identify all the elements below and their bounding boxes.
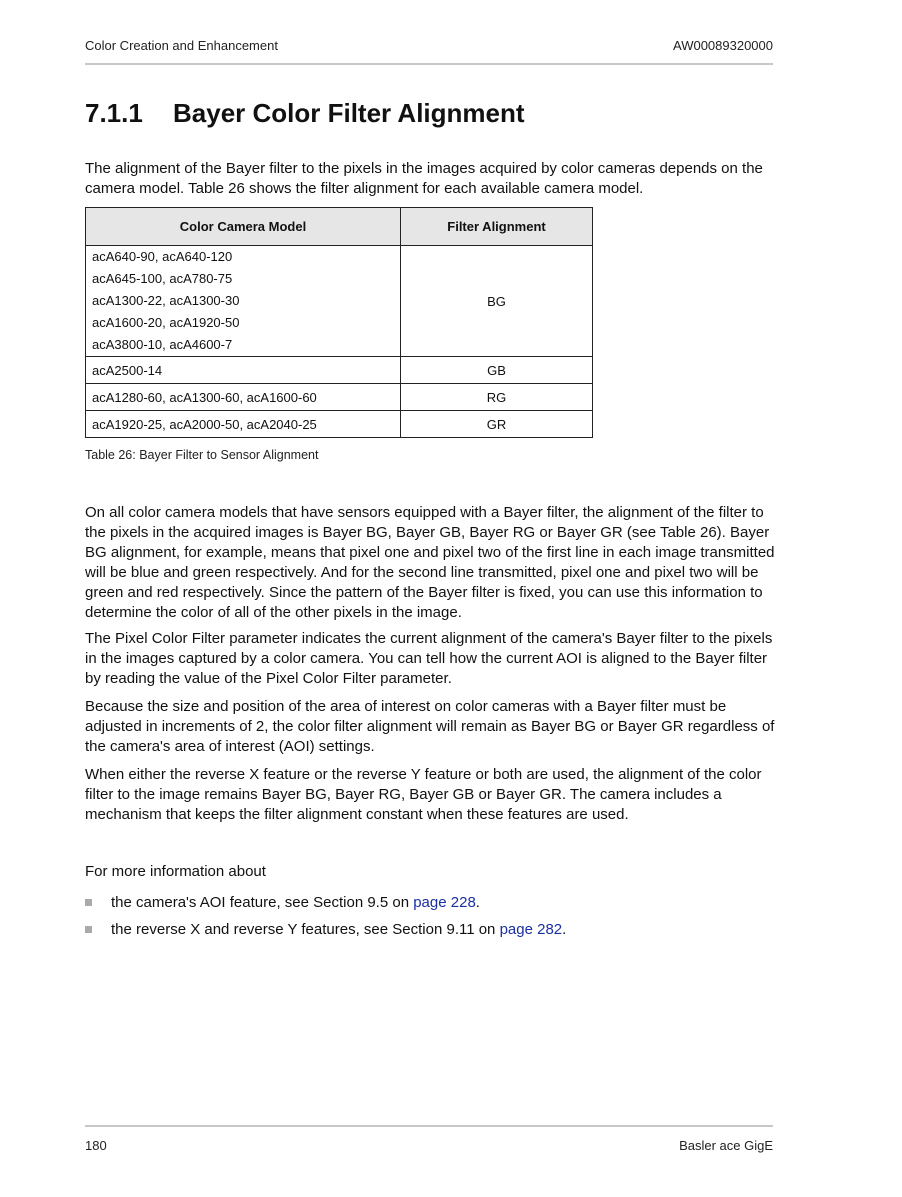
section-title: Bayer Color Filter Alignment <box>173 98 525 128</box>
section-heading <box>85 98 525 129</box>
page-number: 180 <box>85 1138 107 1153</box>
list-item <box>85 916 775 943</box>
footer-divider <box>85 1125 773 1127</box>
filter-alignment-table <box>85 207 593 438</box>
reference-text: the reverse X and reverse Y features, see Section 9.11 on <box>111 921 500 938</box>
product-name: Basler ace GigE <box>679 1138 773 1153</box>
body-paragraph: The Pixel Color Filter parameter indicates the current alignment of the camera's Bayer filter to the pixels in the images captured by a color camera. You can tell how the current AOI is aligned to the Bayer filter by reading the value of the Pixel Color Filter parameter. <box>85 630 773 687</box>
table-row <box>86 384 593 411</box>
reference-suffix: . <box>562 921 567 938</box>
body-paragraph: Because the size and position of the area of interest on color cameras with a Bayer filter must be adjusted in increments of 2, the color filter alignment will remain as Bayer BG or Bayer GR regardless of the camera's area of interest (AOI) settings. <box>85 698 775 755</box>
document-id: AW00089320000 <box>673 38 773 53</box>
more-info-lead: For more information about <box>85 863 266 880</box>
model-line: acA1300-22, acA1300-30 <box>92 293 240 308</box>
model-line: acA1600-20, acA1920-50 <box>92 315 240 330</box>
bullet-square-icon <box>85 926 92 933</box>
list-item-text <box>111 894 480 911</box>
filter-cell: GR <box>401 411 593 438</box>
reference-text: the camera's AOI feature, see Section 9.5 on <box>111 894 414 911</box>
page-header <box>85 38 773 53</box>
chapter-title: Color Creation and Enhancement <box>85 38 278 53</box>
list-item-text <box>111 921 566 938</box>
model-line: acA3800-10, acA4600-7 <box>92 337 233 352</box>
list-item <box>85 889 775 916</box>
page-228-link[interactable]: page 228 <box>413 894 476 911</box>
model-line: acA645-100, acA780-75 <box>92 271 233 286</box>
model-line: acA640-90, acA640-120 <box>92 249 233 264</box>
column-header-filter: Filter Alignment <box>401 208 593 246</box>
filter-cell: BG <box>401 246 593 357</box>
page-footer <box>85 1138 773 1153</box>
body-paragraph: When either the reverse X feature or the reverse Y feature or both are used, the alignment of the color filter to the image remains Bayer BG, Bayer RG, Bayer GB or Bayer GR. The camera includes a mechanism that keeps the filter alignment constant when these features are used. <box>85 766 762 823</box>
table-header-row <box>86 208 593 246</box>
body-paragraph: On all color camera models that have sensors equipped with a Bayer filter, the alignment of the filter to the pixels in the acquired images is Bayer BG, Bayer GB, Bayer RG or Bayer GR (see Table 26). Bayer BG alignment, for example, means that pixel one and pixel two of the first line in each image transmitted will be blue and green respectively. And for the second line transmitted, pixel one and pixel two will be green and red respectively. Since the pattern of the Bayer filter is fixed, you can use this information to determine the color of all of the other pixels in the image. <box>85 504 775 621</box>
table-row <box>86 411 593 438</box>
table-row <box>86 246 593 357</box>
table-row <box>86 357 593 384</box>
page-282-link[interactable]: page 282 <box>499 921 563 938</box>
reference-suffix: . <box>475 894 480 911</box>
section-number: 7.1.1 <box>85 98 143 128</box>
column-header-model: Color Camera Model <box>86 208 401 246</box>
table-caption: Table 26: Bayer Filter to Sensor Alignment <box>85 448 319 462</box>
bullet-square-icon <box>85 899 92 906</box>
header-divider <box>85 63 773 65</box>
model-cell: acA2500-14 <box>86 357 401 384</box>
more-info-list <box>85 889 775 943</box>
model-cell: acA1920-25, acA2000-50, acA2040-25 <box>86 411 401 438</box>
filter-cell: RG <box>401 384 593 411</box>
model-cell: acA1280-60, acA1300-60, acA1600-60 <box>86 384 401 411</box>
filter-cell: GB <box>401 357 593 384</box>
model-cell <box>86 246 401 357</box>
intro-paragraph: The alignment of the Bayer filter to the pixels in the images acquired by color cameras depends on the camera model. Table 26 shows the filter alignment for each available camera model. <box>85 160 763 197</box>
